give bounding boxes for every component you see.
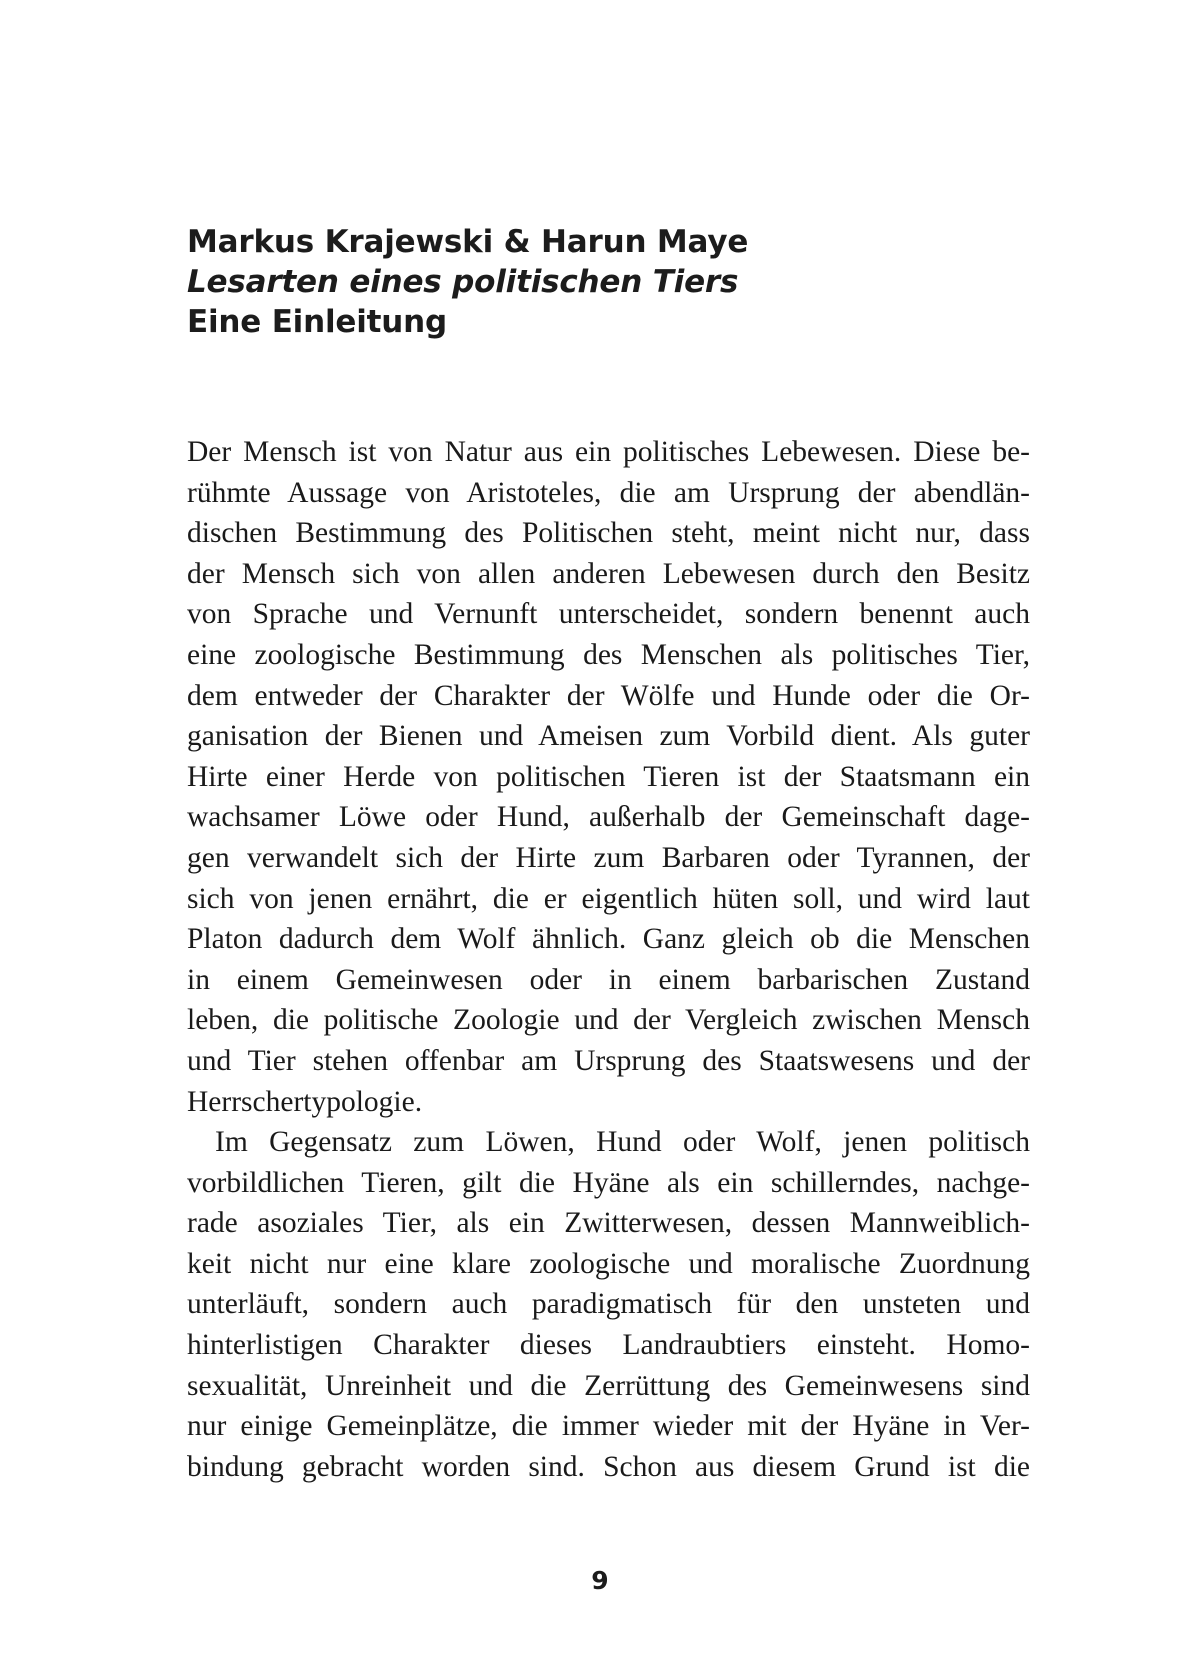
text-line: gen verwandelt sich der Hirte zum Barbaren oder Tyrannen, der: [187, 841, 1030, 874]
text-line: unterläuft, sondern auch paradigmatisch für den unsteten und: [187, 1288, 1030, 1321]
chapter-heading: [187, 222, 1027, 342]
text-line: dem entweder der Charakter der Wölfe und Hunde oder die Or-: [187, 679, 1030, 712]
chapter-title: Lesarten eines politischen Tiers: [187, 264, 739, 300]
text-line: hinterlistigen Charakter dieses Landraubtiers einsteht. Homo-: [187, 1329, 1030, 1362]
text-line: Im Gegensatz zum Löwen, Hund oder Wolf, jenen politisch: [215, 1126, 1030, 1159]
text-line: keit nicht nur eine klare zoologische und moralische Zuordnung: [187, 1247, 1030, 1280]
text-line: nur einige Gemeinplätze, die immer wieder mit der Hyäne in Ver-: [187, 1410, 1030, 1443]
body-text: [187, 432, 1030, 1487]
text-line: rühmte Aussage von Aristoteles, die am Ursprung der abendlän-: [187, 476, 1030, 509]
text-line: sexualität, Unreinheit und die Zerrüttung des Gemeinwesens sind: [187, 1369, 1030, 1402]
text-line: Hirte einer Herde von politischen Tieren ist der Staatsmann ein: [187, 760, 1030, 793]
text-line: und Tier stehen offenbar am Ursprung des Staatswesens und der: [187, 1044, 1030, 1077]
text-line: wachsamer Löwe oder Hund, außerhalb der Gemeinschaft dage-: [187, 801, 1030, 834]
text-line: ganisation der Bienen und Ameisen zum Vorbild dient. Als guter: [187, 720, 1030, 753]
text-line: dischen Bestimmung des Politischen steht, meint nicht nur, dass: [187, 517, 1030, 550]
text-line: von Sprache und Vernunft unterscheidet, sondern benennt auch: [187, 598, 1030, 631]
chapter-authors: Markus Krajewski & Harun Maye: [187, 224, 749, 260]
text-line: eine zoologische Bestimmung des Menschen als politisches Tier,: [187, 638, 1030, 671]
text-line: Der Mensch ist von Natur aus ein politisches Lebewesen. Diese be-: [187, 436, 1030, 468]
text-line: sich von jenen ernährt, die er eigentlich hüten soll, und wird laut: [187, 882, 1030, 915]
text-line: der Mensch sich von allen anderen Lebewesen durch den Besitz: [187, 557, 1030, 590]
text-line: Platon dadurch dem Wolf ähnlich. Ganz gleich ob die Menschen: [187, 923, 1030, 956]
text-line: rade asoziales Tier, als ein Zwitterwesen, dessen Mannweiblich-: [187, 1207, 1030, 1240]
text-line: leben, die politische Zoologie und der Vergleich zwischen Mensch: [187, 1004, 1030, 1037]
chapter-subtitle: Eine Einleitung: [187, 304, 447, 340]
text-line: bindung gebracht worden sind. Schon aus diesem Grund ist die: [187, 1450, 1030, 1483]
text-line: Herrschertypologie.: [187, 1085, 423, 1118]
page-number: 9: [591, 1566, 609, 1595]
text-line: in einem Gemeinwesen oder in einem barbarischen Zustand: [187, 963, 1030, 996]
text-line: vorbildlichen Tieren, gilt die Hyäne als ein schillerndes, nachge-: [187, 1166, 1030, 1199]
